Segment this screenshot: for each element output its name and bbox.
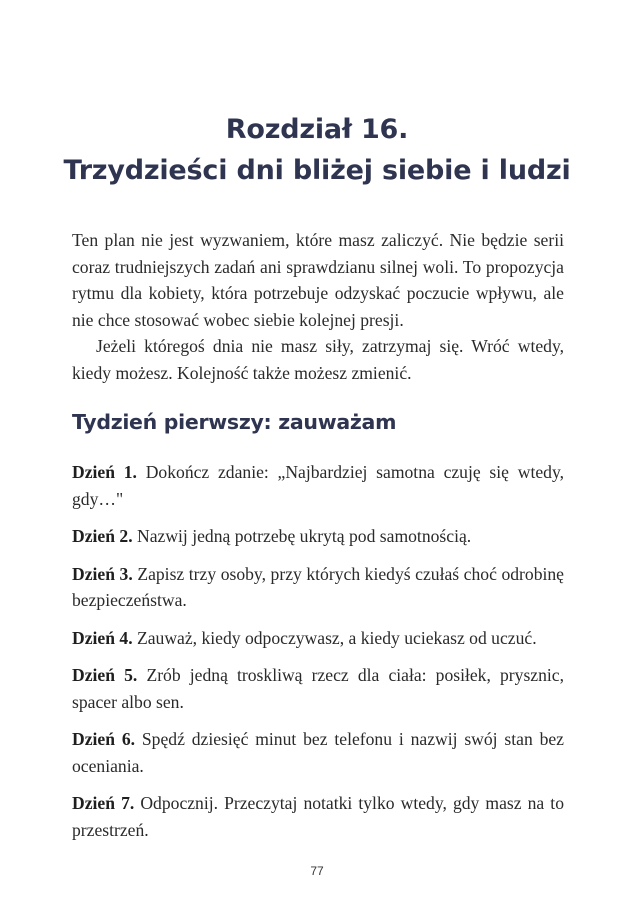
day-text: Odpocznij. Przeczytaj notatki tylko wtedy, gdy masz na to przestrzeń. — [72, 793, 564, 840]
day-label: Dzień 6. — [72, 729, 136, 749]
intro-paragraph: Ten plan nie jest wyzwaniem, które masz zaliczyć. Nie będzie serii coraz trudniejszych zadań ani sprawdzianu silnej woli. To propozycja rytmu dla kobiety, która potrzebuje odzyskać poczucie wpływu, ale nie chce stosować wobec siebie kolejnej presji. — [72, 230, 564, 330]
day-item — [72, 459, 564, 512]
day-item — [72, 726, 564, 779]
day-label: Dzień 1. — [72, 462, 137, 482]
day-item — [72, 662, 564, 715]
page-number: 77 — [310, 864, 324, 878]
day-label: Dzień 7. — [72, 793, 135, 813]
day-item — [72, 790, 564, 843]
section-heading: Tydzień pierwszy: zauważam — [72, 410, 397, 434]
day-label: Dzień 5. — [72, 665, 138, 685]
intro-text — [72, 227, 564, 386]
chapter-title — [40, 109, 594, 191]
intro-paragraph: Jeżeli któregoś dnia nie masz siły, zatrzymaj się. Wróć wtedy, kiedy możesz. Kolejność także możesz zmienić. — [72, 336, 564, 383]
day-item — [72, 561, 564, 614]
day-list — [72, 459, 564, 854]
day-label: Dzień 2. — [72, 526, 133, 546]
chapter-title-number: Rozdział 16. — [225, 114, 409, 145]
day-text: Zapisz trzy osoby, przy których kiedyś czułaś choć odrobinę bezpieczeństwa. — [72, 563, 564, 610]
chapter-title-text: Trzydzieści dni bliżej siebie i ludzi — [63, 155, 571, 186]
day-text: Zauważ, kiedy odpoczywasz, a kiedy uciekasz od uczuć. — [137, 627, 537, 648]
day-text: Spędź dziesięć minut bez telefonu i nazwij swój stan bez oceniania. — [72, 729, 564, 776]
day-item — [72, 625, 564, 652]
day-text: Nazwij jedną potrzebę ukrytą pod samotnością. — [137, 526, 472, 546]
day-text: Zrób jedną troskliwą rzecz dla ciała: posiłek, prysznic, spacer albo sen. — [72, 665, 565, 712]
day-item — [72, 523, 564, 550]
day-label: Dzień 4. — [72, 627, 133, 648]
day-label: Dzień 3. — [72, 563, 133, 584]
day-text: Dokończ zdanie: „Najbardziej samotna czuję się wtedy, gdy…" — [72, 462, 564, 509]
